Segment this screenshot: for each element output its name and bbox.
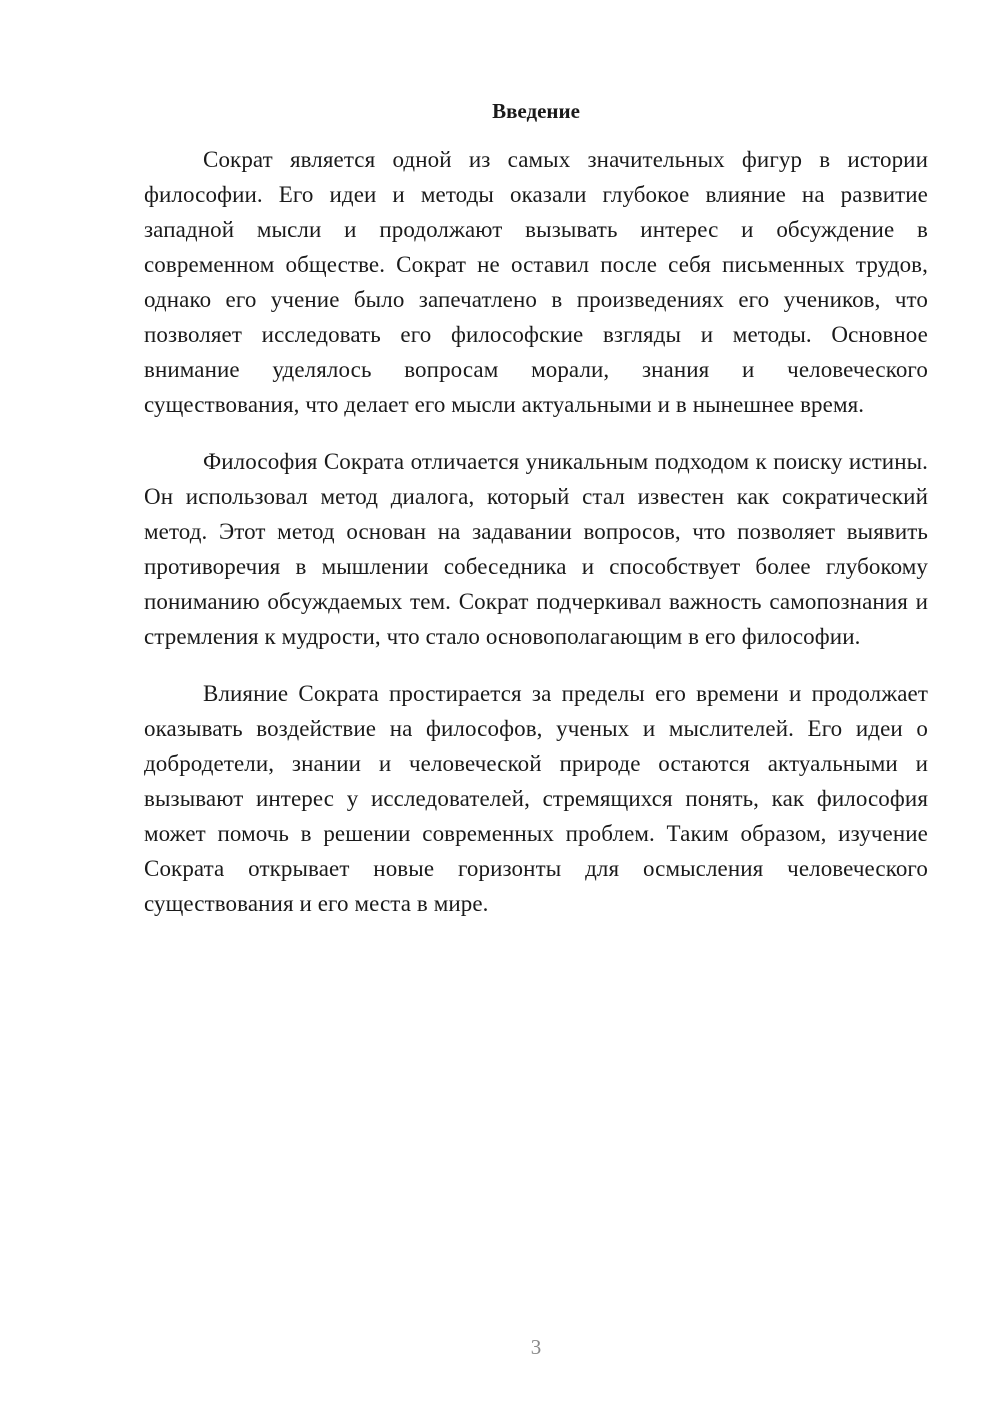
section-heading: Введение <box>492 99 580 123</box>
paragraph-3: Влияние Сократа простирается за пределы его времени и продолжает оказывать воздействие на философов, ученых и мыслителей. Его идеи о добродетели, знании и человеческой природе остаются актуальными и вызывают интерес у исследователей, стремящихся понять, как философия может помочь в решении современных проблем. Таким образом, изучение Сократа открывает новые горизонты для осмысления человеческого существования и его места в мире. <box>144 681 928 916</box>
body-text <box>144 142 928 943</box>
paragraph-1: Сократ является одной из самых значительных фигур в истории философии. Его идеи и методы оказали глубокое влияние на развитие западной мысли и продолжают вызывать интерес и обсуждение в современном обществе. Сократ не оставил после себя письменных трудов, однако его учение было запечатлено в произведениях его учеников, что позволяет исследовать его философские взгляды и методы. Основное внимание уделялось вопросам морали, знания и человеческого существования, что делает его мысли актуальными и в нынешнее время. <box>144 147 928 417</box>
page-number: 3 <box>530 1335 542 1359</box>
paragraph-2: Философия Сократа отличается уникальным подходом к поиску истины. Он использовал метод диалога, который стал известен как сократический метод. Этот метод основан на задавании вопросов, что позволяет выявить противоречия в мышлении собеседника и способствует более глубокому пониманию обсуждаемых тем. Сократ подчеркивал важность самопознания и стремления к мудрости, что стало основополагающим в его философии. <box>144 449 928 649</box>
